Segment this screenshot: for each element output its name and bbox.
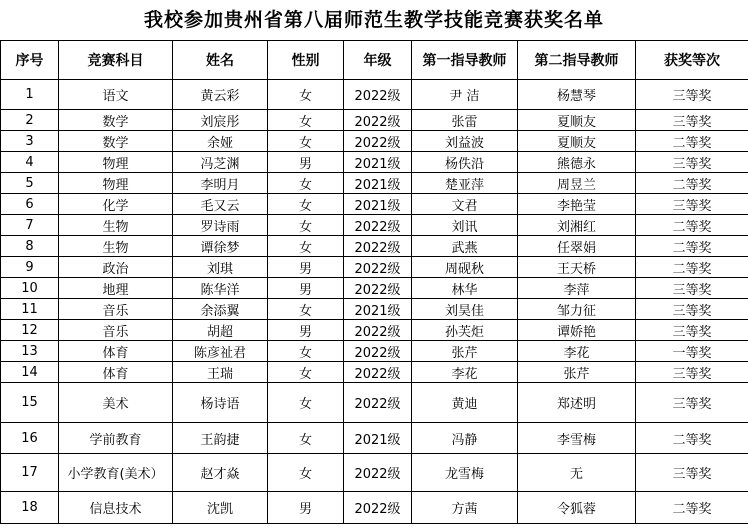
cell-second-advisor: 李艳莹 [518,194,636,215]
cell-first-advisor: 张雷 [412,110,518,131]
cell-index: 15 [1,383,59,423]
cell-index: 16 [1,423,59,454]
cell-index: 13 [1,341,59,362]
cell-award: 三等奖 [636,152,748,173]
table-row [1,152,748,173]
cell-first-advisor: 文君 [412,194,518,215]
table-body [1,80,748,524]
table-row [1,278,748,299]
table-row [1,341,748,362]
cell-first-advisor: 刘昊佳 [412,299,518,320]
cell-index: 5 [1,173,59,194]
award-table [0,40,748,524]
cell-gender: 女 [268,173,344,194]
cell-first-advisor: 方茜 [412,492,518,524]
cell-name: 陈彦祉君 [173,341,268,362]
cell-second-advisor: 谭娇艳 [518,320,636,341]
cell-second-advisor: 夏顺友 [518,131,636,152]
cell-first-advisor: 黄迪 [412,383,518,423]
cell-award: 三等奖 [636,383,748,423]
cell-subject: 政治 [59,257,173,278]
cell-gender: 男 [268,278,344,299]
cell-index: 17 [1,454,59,492]
header-index: 序号 [1,41,59,80]
cell-gender: 男 [268,320,344,341]
cell-gender: 女 [268,299,344,320]
cell-grade: 2022级 [344,131,412,152]
cell-first-advisor: 林华 [412,278,518,299]
cell-subject: 数学 [59,131,173,152]
cell-subject: 物理 [59,173,173,194]
cell-first-advisor: 冯静 [412,423,518,454]
cell-second-advisor: 杨慧琴 [518,80,636,110]
cell-index: 18 [1,492,59,524]
cell-gender: 女 [268,194,344,215]
cell-gender: 女 [268,110,344,131]
header-subject: 竞赛科目 [59,41,173,80]
cell-award: 二等奖 [636,492,748,524]
cell-gender: 女 [268,236,344,257]
cell-award: 三等奖 [636,80,748,110]
cell-first-advisor: 孙芙炬 [412,320,518,341]
cell-subject: 音乐 [59,320,173,341]
cell-name: 刘琪 [173,257,268,278]
cell-name: 余娅 [173,131,268,152]
cell-name: 谭徐梦 [173,236,268,257]
table-row [1,423,748,454]
cell-subject: 体育 [59,341,173,362]
cell-award: 一等奖 [636,341,748,362]
table-row [1,454,748,492]
cell-subject: 信息技术 [59,492,173,524]
cell-subject: 语文 [59,80,173,110]
cell-first-advisor: 周砚秋 [412,257,518,278]
cell-first-advisor: 楚亚萍 [412,173,518,194]
cell-name: 陈华洋 [173,278,268,299]
cell-grade: 2022级 [344,454,412,492]
cell-second-advisor: 周昱兰 [518,173,636,194]
cell-gender: 男 [268,257,344,278]
cell-second-advisor: 任翠娟 [518,236,636,257]
cell-grade: 2021级 [344,194,412,215]
cell-subject: 化学 [59,194,173,215]
cell-name: 罗诗雨 [173,215,268,236]
table-row [1,299,748,320]
cell-gender: 男 [268,492,344,524]
cell-name: 冯芝渊 [173,152,268,173]
cell-second-advisor: 李雪梅 [518,423,636,454]
cell-second-advisor: 刘湘红 [518,215,636,236]
cell-name: 刘宸彤 [173,110,268,131]
cell-first-advisor: 张芹 [412,341,518,362]
table-row [1,383,748,423]
table-row [1,131,748,152]
cell-first-advisor: 李花 [412,362,518,383]
cell-grade: 2022级 [344,383,412,423]
cell-gender: 女 [268,341,344,362]
cell-second-advisor: 邹力征 [518,299,636,320]
cell-grade: 2021级 [344,299,412,320]
cell-name: 杨诗语 [173,383,268,423]
table-row [1,236,748,257]
cell-second-advisor: 夏顺友 [518,110,636,131]
cell-award: 三等奖 [636,278,748,299]
cell-first-advisor: 龙雪梅 [412,454,518,492]
cell-grade: 2022级 [344,341,412,362]
table-row [1,492,748,524]
table-row [1,257,748,278]
cell-name: 王韵捷 [173,423,268,454]
table-row [1,320,748,341]
sheet-title: 我校参加贵州省第八届师范生教学技能竞赛获奖名单 [143,9,604,31]
header-grade: 年级 [344,41,412,80]
cell-name: 黄云彩 [173,80,268,110]
header-award: 获奖等次 [636,41,748,80]
cell-name: 毛又云 [173,194,268,215]
cell-gender: 女 [268,423,344,454]
cell-subject: 小学教育(美术） [59,454,173,492]
cell-grade: 2021级 [344,423,412,454]
header-name: 姓名 [173,41,268,80]
cell-index: 4 [1,152,59,173]
cell-award: 二等奖 [636,215,748,236]
cell-index: 1 [1,80,59,110]
cell-index: 8 [1,236,59,257]
cell-grade: 2022级 [344,236,412,257]
cell-gender: 女 [268,454,344,492]
cell-index: 3 [1,131,59,152]
cell-subject: 音乐 [59,299,173,320]
cell-index: 2 [1,110,59,131]
cell-grade: 2022级 [344,110,412,131]
cell-index: 12 [1,320,59,341]
header-second-advisor: 第二指导教师 [518,41,636,80]
cell-grade: 2022级 [344,215,412,236]
cell-grade: 2022级 [344,257,412,278]
cell-index: 7 [1,215,59,236]
cell-second-advisor: 李花 [518,341,636,362]
cell-subject: 体育 [59,362,173,383]
cell-gender: 女 [268,131,344,152]
cell-index: 6 [1,194,59,215]
cell-gender: 女 [268,80,344,110]
cell-index: 9 [1,257,59,278]
cell-first-advisor: 武燕 [412,236,518,257]
table-row [1,110,748,131]
cell-name: 李明月 [173,173,268,194]
cell-first-advisor: 尹 洁 [412,80,518,110]
cell-award: 三等奖 [636,362,748,383]
cell-subject: 生物 [59,215,173,236]
table-row [1,173,748,194]
cell-second-advisor: 张芹 [518,362,636,383]
cell-subject: 数学 [59,110,173,131]
cell-award: 三等奖 [636,110,748,131]
cell-award: 二等奖 [636,131,748,152]
cell-grade: 2022级 [344,278,412,299]
cell-index: 11 [1,299,59,320]
cell-name: 王瑞 [173,362,268,383]
cell-award: 二等奖 [636,257,748,278]
cell-gender: 女 [268,215,344,236]
cell-subject: 生物 [59,236,173,257]
cell-gender: 女 [268,383,344,423]
cell-award: 二等奖 [636,423,748,454]
cell-second-advisor: 无 [518,454,636,492]
cell-grade: 2021级 [344,173,412,194]
cell-name: 沈凯 [173,492,268,524]
cell-subject: 学前教育 [59,423,173,454]
table-row [1,215,748,236]
cell-award: 二等奖 [636,236,748,257]
cell-gender: 男 [268,152,344,173]
cell-grade: 2022级 [344,362,412,383]
cell-subject: 地理 [59,278,173,299]
cell-award: 三等奖 [636,299,748,320]
cell-award: 三等奖 [636,194,748,215]
cell-grade: 2022级 [344,320,412,341]
header-first-advisor: 第一指导教师 [412,41,518,80]
cell-name: 余添翼 [173,299,268,320]
cell-grade: 2021级 [344,152,412,173]
cell-second-advisor: 令狐蓉 [518,492,636,524]
cell-name: 胡超 [173,320,268,341]
cell-first-advisor: 刘讯 [412,215,518,236]
cell-first-advisor: 刘益波 [412,131,518,152]
cell-second-advisor: 李萍 [518,278,636,299]
cell-grade: 2022级 [344,80,412,110]
cell-second-advisor: 王天桥 [518,257,636,278]
cell-index: 10 [1,278,59,299]
cell-subject: 物理 [59,152,173,173]
cell-name: 赵才焱 [173,454,268,492]
table-row [1,194,748,215]
cell-grade: 2022级 [344,492,412,524]
header-row [1,41,748,80]
cell-second-advisor: 郑述明 [518,383,636,423]
cell-gender: 女 [268,362,344,383]
cell-award: 三等奖 [636,320,748,341]
cell-subject: 美术 [59,383,173,423]
cell-award: 三等奖 [636,454,748,492]
header-gender: 性别 [268,41,344,80]
cell-second-advisor: 熊德永 [518,152,636,173]
table-row [1,362,748,383]
cell-index: 14 [1,362,59,383]
cell-award: 二等奖 [636,173,748,194]
table-row [1,80,748,110]
cell-first-advisor: 杨佚沿 [412,152,518,173]
